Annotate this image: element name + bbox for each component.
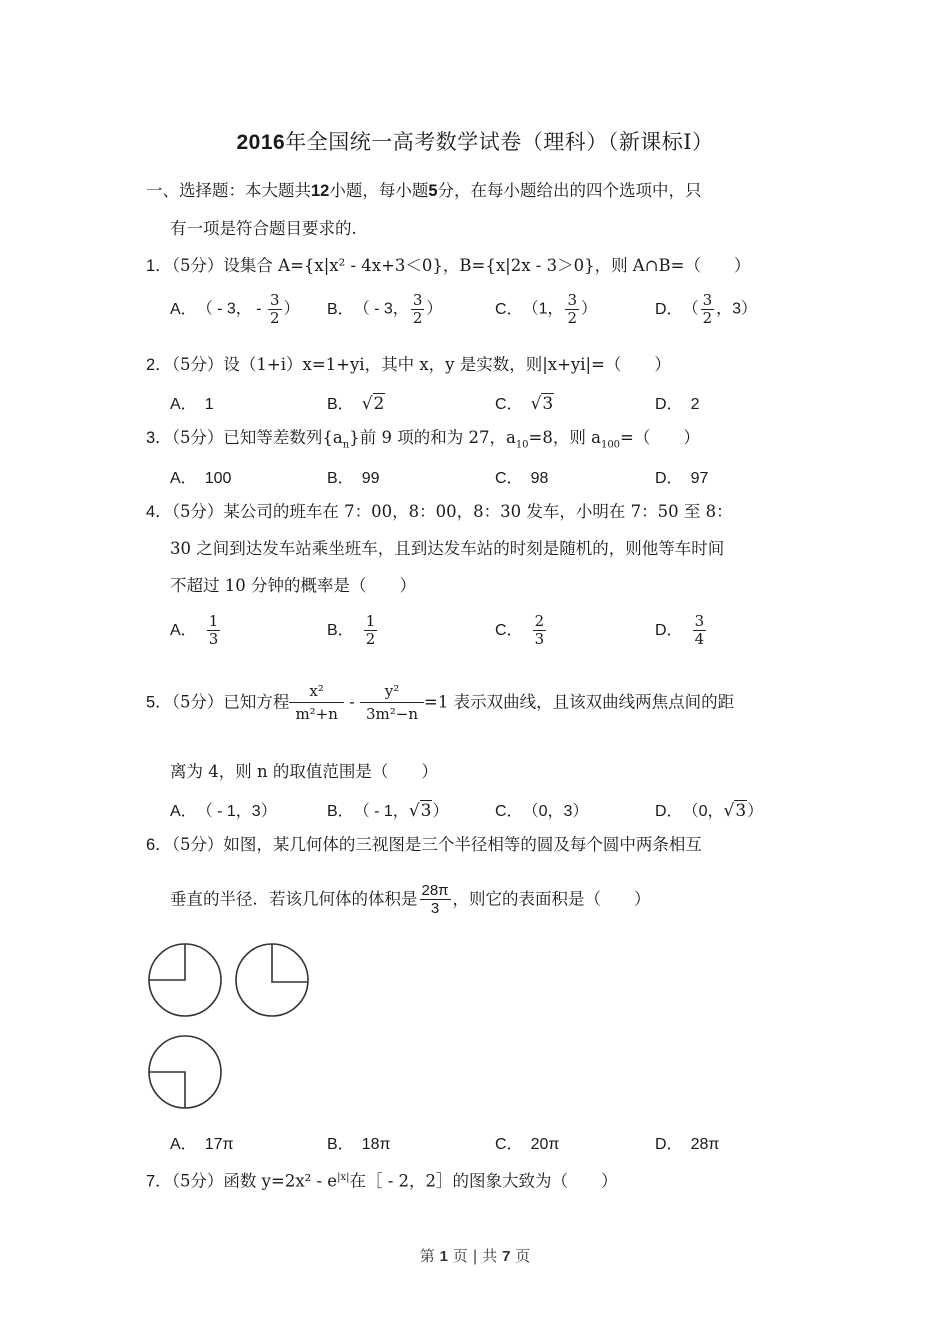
- q1-option-a[interactable]: [170, 292, 300, 327]
- question-text: =8，则 a: [528, 428, 601, 447]
- option-value: 20π: [530, 1136, 560, 1153]
- option-text: ）: [426, 300, 443, 318]
- option-text: （ - 1，3）: [204, 803, 277, 820]
- question-number: 1．: [146, 257, 172, 275]
- question-text: （5分）函数 y=2x² - e: [171, 1171, 338, 1191]
- option-label: C．: [495, 803, 523, 820]
- points-per-question: 5: [428, 182, 438, 200]
- option-label: D．: [655, 300, 683, 318]
- fraction: [565, 292, 579, 327]
- option-label: C．: [495, 470, 523, 487]
- option-label: C．: [495, 396, 523, 413]
- option-label: A．: [170, 470, 197, 487]
- q3-option-b[interactable]: [327, 465, 379, 488]
- option-label: D．: [655, 470, 683, 487]
- q1-option-c[interactable]: [495, 292, 597, 327]
- question-text: 垂直的半径．若该几何体的体积是: [170, 889, 418, 909]
- denominator: 3: [534, 630, 545, 648]
- denominator: 2: [412, 309, 423, 327]
- q6-option-d[interactable]: [655, 1131, 719, 1154]
- fraction: [207, 613, 221, 648]
- q6-option-b[interactable]: [327, 1131, 391, 1154]
- sqrt-icon: √3: [723, 801, 747, 821]
- option-value: 18π: [361, 1136, 391, 1153]
- question-5-line2: 离为 4，则 n 的取值范围是（ ）: [170, 762, 438, 781]
- option-label: C．: [495, 300, 523, 318]
- option-label: A．: [170, 621, 197, 639]
- option-label: C．: [495, 1136, 523, 1153]
- question-text: =1 表示双曲线，且该双曲线两焦点间的距: [424, 692, 735, 712]
- option-label: B．: [327, 1136, 354, 1153]
- q3-option-a[interactable]: [170, 465, 231, 488]
- option-label: B．: [327, 300, 354, 318]
- q5-option-d[interactable]: [655, 798, 763, 821]
- q6-option-a[interactable]: [170, 1131, 234, 1154]
- q1-option-d[interactable]: [655, 292, 757, 327]
- denominator: 3m²−n: [365, 705, 418, 723]
- option-label: B．: [327, 621, 354, 639]
- section-suffix: 分，在每小题给出的四个选项中，只: [437, 181, 702, 200]
- title-year: 2016: [236, 131, 286, 154]
- option-text: ）: [581, 300, 598, 318]
- subscript: n: [342, 439, 350, 451]
- q5-option-c[interactable]: [495, 798, 588, 821]
- radicand: 3: [735, 801, 747, 821]
- q4-option-d[interactable]: [655, 613, 708, 648]
- numerator: 1: [365, 612, 376, 630]
- q4-option-b[interactable]: [327, 613, 379, 648]
- subscript: 100: [600, 439, 621, 451]
- option-label: B．: [327, 470, 354, 487]
- denominator: 2: [365, 630, 376, 648]
- q3-option-d[interactable]: [655, 465, 708, 488]
- option-label: D．: [655, 1136, 683, 1153]
- question-3: [146, 427, 700, 456]
- section-mid: 小题，每小题: [329, 181, 429, 200]
- option-label: A．: [170, 300, 197, 318]
- fraction: [533, 613, 547, 648]
- numerator: x²: [289, 680, 343, 703]
- footer-text: 第: [419, 1247, 435, 1265]
- question-number: 7．: [146, 1172, 172, 1191]
- minus-sign: -: [343, 692, 360, 712]
- radicand: 2: [373, 394, 385, 414]
- title-text: 年全国统一高考数学试卷（理科）（新课标Ⅰ）: [285, 130, 714, 154]
- option-label: B．: [327, 803, 354, 820]
- denominator: 3: [430, 900, 440, 917]
- page-title: [0, 126, 950, 156]
- question-number: 2．: [146, 356, 172, 374]
- q3-option-c[interactable]: [495, 465, 548, 488]
- sqrt-icon: √3: [530, 394, 554, 414]
- denominator: 2: [567, 309, 578, 327]
- footer-text: 页: [515, 1247, 531, 1265]
- fraction: [701, 292, 715, 327]
- footer-text: 页 | 共: [452, 1247, 498, 1265]
- option-label: D．: [655, 621, 683, 639]
- question-7: [146, 1167, 618, 1193]
- question-5: [146, 680, 734, 725]
- numerator: 3: [702, 291, 713, 309]
- q5-option-b[interactable]: [327, 798, 449, 821]
- option-value: 97: [690, 470, 709, 487]
- front-view-circle-icon: [149, 944, 221, 1016]
- option-label: A．: [170, 396, 197, 413]
- sqrt-icon: √2: [361, 394, 385, 414]
- question-text: }前 9 项的和为 27，a: [349, 428, 516, 447]
- radicand: 3: [542, 394, 554, 414]
- question-number: 6．: [146, 836, 172, 854]
- option-text: （1，: [530, 300, 564, 318]
- numerator: 2: [534, 612, 545, 630]
- question-1: [146, 255, 751, 277]
- question-text: ，则它的表面积是（ ）: [452, 889, 651, 909]
- fraction: [360, 680, 424, 725]
- q1-option-b[interactable]: [327, 292, 442, 327]
- q2-option-a[interactable]: [170, 391, 214, 414]
- question-4: [146, 501, 733, 523]
- page-footer: [0, 1245, 950, 1266]
- question-text: （5分）设集合 A={x|x² - 4x+3＜0}，B={x|2x - 3＞0}，则 A∩B=（ ）: [171, 256, 751, 275]
- fraction: [411, 292, 425, 327]
- denominator: m²+n: [295, 705, 338, 723]
- question-4-line3: 不超过 10 分钟的概率是（ ）: [170, 576, 416, 595]
- question-count: 12: [311, 182, 330, 200]
- option-label: A．: [170, 1136, 197, 1153]
- question-number: 4．: [146, 503, 172, 521]
- option-value: 99: [361, 470, 380, 487]
- option-label: D．: [655, 803, 683, 820]
- question-text: （5分）已知方程: [171, 692, 290, 712]
- q6-option-c[interactable]: [495, 1131, 559, 1154]
- superscript: |x|: [337, 1172, 350, 1183]
- side-view-circle-icon: [236, 944, 308, 1016]
- total-pages: 7: [502, 1248, 511, 1265]
- option-label: B．: [327, 396, 354, 413]
- option-label: A．: [170, 803, 197, 820]
- option-text: ）: [283, 300, 300, 318]
- q4-option-a[interactable]: [170, 613, 222, 648]
- denominator: 2: [702, 309, 713, 327]
- option-label: C．: [495, 621, 523, 639]
- denominator: 4: [694, 630, 705, 648]
- question-text: =（ ）: [620, 428, 700, 447]
- denominator: 2: [270, 309, 280, 327]
- fraction: [268, 292, 282, 327]
- section-header-line2: 有一项是符合题目要求的.: [170, 219, 357, 238]
- numerator: 3: [694, 612, 705, 630]
- option-text: ）: [747, 803, 764, 820]
- denominator: 3: [208, 630, 219, 648]
- option-text: （0，3）: [530, 803, 589, 820]
- subscript: 10: [515, 439, 529, 451]
- question-number: 3．: [146, 429, 172, 447]
- q2-option-d[interactable]: [655, 391, 699, 414]
- question-text: （5分）设（1+i）x=1+yi，其中 x，y 是实数，则|x+yi|=（ ）: [171, 355, 671, 374]
- question-number: 5．: [146, 693, 172, 712]
- option-text: ）: [432, 803, 449, 820]
- sqrt-icon: √3: [408, 801, 432, 821]
- question-text: （5分）已知等差数列{a: [171, 428, 343, 447]
- option-text: （: [690, 300, 699, 318]
- question-text: （5分）如图，某几何体的三视图是三个半径相等的圆及每个圆中两条相互: [171, 835, 702, 854]
- numerator: 3: [567, 291, 578, 309]
- question-6: [146, 834, 702, 856]
- section-prefix: 一、选择题：本大题共: [146, 181, 311, 200]
- numerator: 3: [270, 291, 280, 309]
- option-value: 17π: [204, 1136, 234, 1153]
- option-text: （ - 3， -: [204, 300, 267, 318]
- q2-option-b[interactable]: [327, 391, 385, 414]
- fraction: [420, 882, 451, 917]
- option-text: （0，: [690, 803, 724, 820]
- fraction: [289, 680, 343, 725]
- current-page: 1: [439, 1248, 448, 1265]
- numerator: y²: [360, 680, 424, 703]
- option-value: 28π: [690, 1136, 720, 1153]
- question-6-line2: [170, 882, 651, 917]
- numerator: 1: [208, 612, 219, 630]
- option-text: ，3）: [716, 300, 758, 318]
- option-text: （ - 3，: [361, 300, 409, 318]
- numerator: 3: [412, 291, 423, 309]
- option-text: （ - 1，: [361, 803, 409, 820]
- question-4-line2: 30 之间到达发车站乘坐班车，且到达发车站的时刻是随机的，则他等车时间: [170, 539, 725, 558]
- section-header: [146, 180, 702, 202]
- top-view-circle-icon: [149, 1036, 221, 1108]
- numerator: 28π: [421, 882, 449, 899]
- option-value: 1: [204, 396, 214, 413]
- question-text: 在［ - 2，2］的图象大致为（ ）: [349, 1171, 618, 1191]
- question-text: （5分）某公司的班车在 7：00，8：00，8：30 发车，小明在 7：50 至 8：: [171, 502, 733, 521]
- q5-option-a[interactable]: [170, 798, 277, 821]
- three-views-figure: [140, 935, 340, 1125]
- fraction: [364, 613, 378, 648]
- fraction: [693, 613, 707, 648]
- radicand: 3: [420, 801, 432, 821]
- option-value: 100: [204, 470, 232, 487]
- option-label: D．: [655, 396, 683, 413]
- q2-option-c[interactable]: [495, 391, 554, 414]
- option-value: 2: [690, 396, 700, 413]
- q4-option-c[interactable]: [495, 613, 548, 648]
- question-2: [146, 354, 671, 376]
- option-value: 98: [530, 470, 549, 487]
